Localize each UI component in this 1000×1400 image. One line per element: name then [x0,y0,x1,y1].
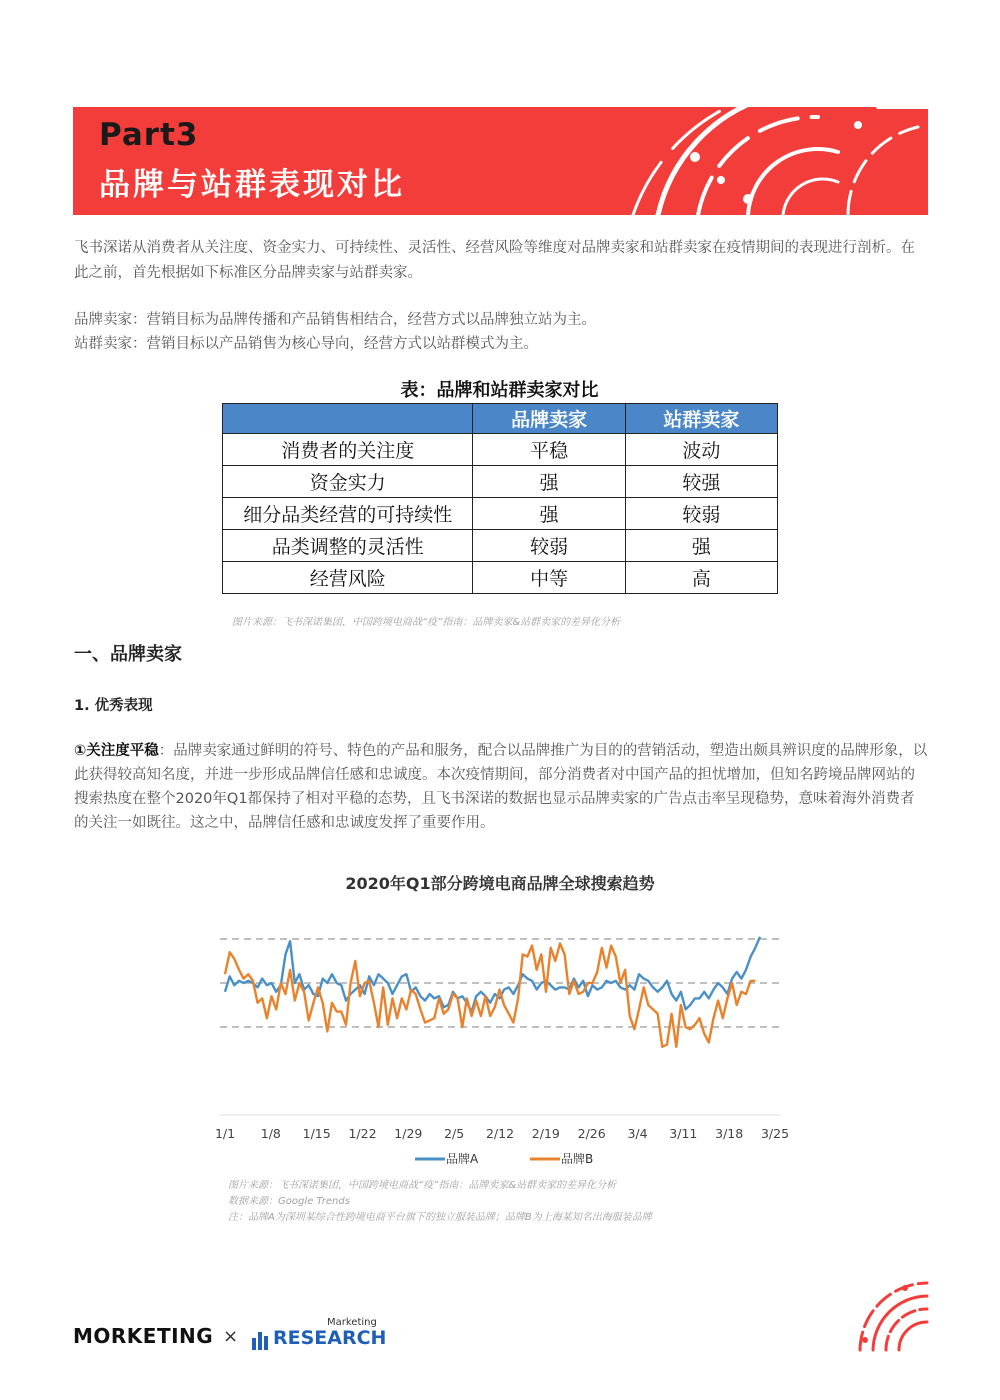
table-cell: 资金实力 [223,466,473,498]
x-tick-label: 1/29 [394,1126,423,1141]
series-line-brand-b [225,943,755,1046]
table-title: 表：品牌和站群卖家对比 [400,380,599,401]
table-row [223,434,778,466]
times-sign: × [223,1326,239,1347]
table-row [223,562,778,594]
table-row [223,498,778,530]
chart-canvas [200,865,800,1185]
legend-label: 品牌B [561,1152,594,1166]
logo2-main: RESEARCH [273,1327,387,1349]
definitions [74,308,929,356]
table-cell: 细分品类经营的可持续性 [223,498,473,530]
table-row [223,466,778,498]
x-tick-label: 3/4 [627,1126,648,1141]
table-cell: 较弱 [473,530,625,562]
comparison-table [222,403,778,594]
x-tick-label: 3/18 [715,1126,744,1141]
table-cell: 较强 [625,466,777,498]
table-header-cell: 品牌卖家 [473,404,625,434]
subsection-heading: 1. 优秀表现 [74,698,153,714]
table-cell: 强 [625,530,777,562]
x-tick-label: 1/22 [348,1126,377,1141]
part-label: Part3 [99,117,199,153]
definition-brand: 品牌卖家：营销目标为品牌传播和产品销售相结合，经营方式以品牌独立站为主。 [74,312,596,328]
table-cell: 较弱 [625,498,777,530]
section-title: 品牌与站群表现对比 [99,167,405,203]
chart-title: 2020年Q1部分跨境电商品牌全球搜索趋势 [345,874,655,893]
intro-paragraph: 飞书深诺从消费者从关注度、资金实力、可持续性、灵活性、经营风险等维度对品牌卖家和站群卖家在疫情期间的表现进行剖析。在此之前，首先根据如下标准区分品牌卖家与站群卖家。 [74,240,915,281]
morketing-logo: MORKETING [73,1324,214,1348]
x-tick-label: 1/1 [214,1126,236,1141]
x-tick-label: 1/8 [260,1126,281,1141]
table-cell: 平稳 [473,434,625,466]
table-header-cell [223,404,473,434]
paragraph-lead: ①关注度平稳 [74,743,159,759]
table-cell: 经营风险 [223,562,473,594]
bar-chart-logo-icon [251,1328,273,1350]
logo2-top: Marketing [327,1317,377,1328]
table-row [223,530,778,562]
paragraph-text: ：品牌卖家通过鲜明的符号、特色的产品和服务，配合以品牌推广为目的的营销活动，塑造出颇具辨识度的品牌形象，以此获得较高知名度，并进一步形成品牌信任感和忠诚度。本次疫情期间，部分消费者对中国产品的担忧增加，但知名跨境品牌网站的搜索热度在整个2020年Q1都保持了相对平稳的态势，且飞书深诺的数据也显示品牌卖家的广告点击率呈现稳势，意味着海外消费者的关注一如既往。这之中，品牌信任感和忠诚度发挥了重要作用。 [74,743,928,831]
chart-notes [228,1178,652,1226]
x-tick-label: 2/5 [444,1126,465,1141]
chart-note-source: 图片来源：飞书深诺集团，中国跨境电商战“疫”指南：品牌卖家&站群卖家的差异化分析 [228,1180,617,1191]
corner-arc-decoration-icon [855,1278,930,1353]
banner-arc-decoration-icon [608,107,928,215]
chart-note-data: 数据来源：Google Trends [228,1196,350,1207]
table-cell: 波动 [625,434,777,466]
legend-label: 品牌A [446,1152,479,1166]
section-heading: 一、品牌卖家 [74,644,182,665]
chart-note-remark: 注：品牌A为深圳某综合性跨境电商平台旗下的独立服装品牌；品牌B为上海某知名出海服装品牌 [228,1212,652,1223]
x-tick-label: 1/15 [302,1126,331,1141]
x-tick-label: 2/26 [577,1126,606,1141]
body-paragraph [74,739,929,835]
x-tick-label: 3/25 [760,1126,790,1141]
table-header-cell: 站群卖家 [625,404,777,434]
table-cell: 高 [625,562,777,594]
section-banner [73,107,928,215]
x-tick-label: 3/11 [669,1126,698,1141]
x-tick-label: 2/12 [485,1126,515,1141]
x-tick-label: 2/19 [531,1126,560,1141]
table-cell: 强 [473,466,625,498]
definition-site-group: 站群卖家：营销目标以产品销售为核心导向，经营方式以站群模式为主。 [74,336,538,352]
table-cell: 消费者的关注度 [223,434,473,466]
table-cell: 强 [473,498,625,530]
table-cell: 中等 [473,562,625,594]
search-trend-chart [200,865,800,1185]
table-cell: 品类调整的灵活性 [223,530,473,562]
table-source-note: 图片来源：飞书深诺集团，中国跨境电商战“疫”指南：品牌卖家&站群卖家的差异化分析 [232,617,621,628]
table-header-row [223,404,778,434]
